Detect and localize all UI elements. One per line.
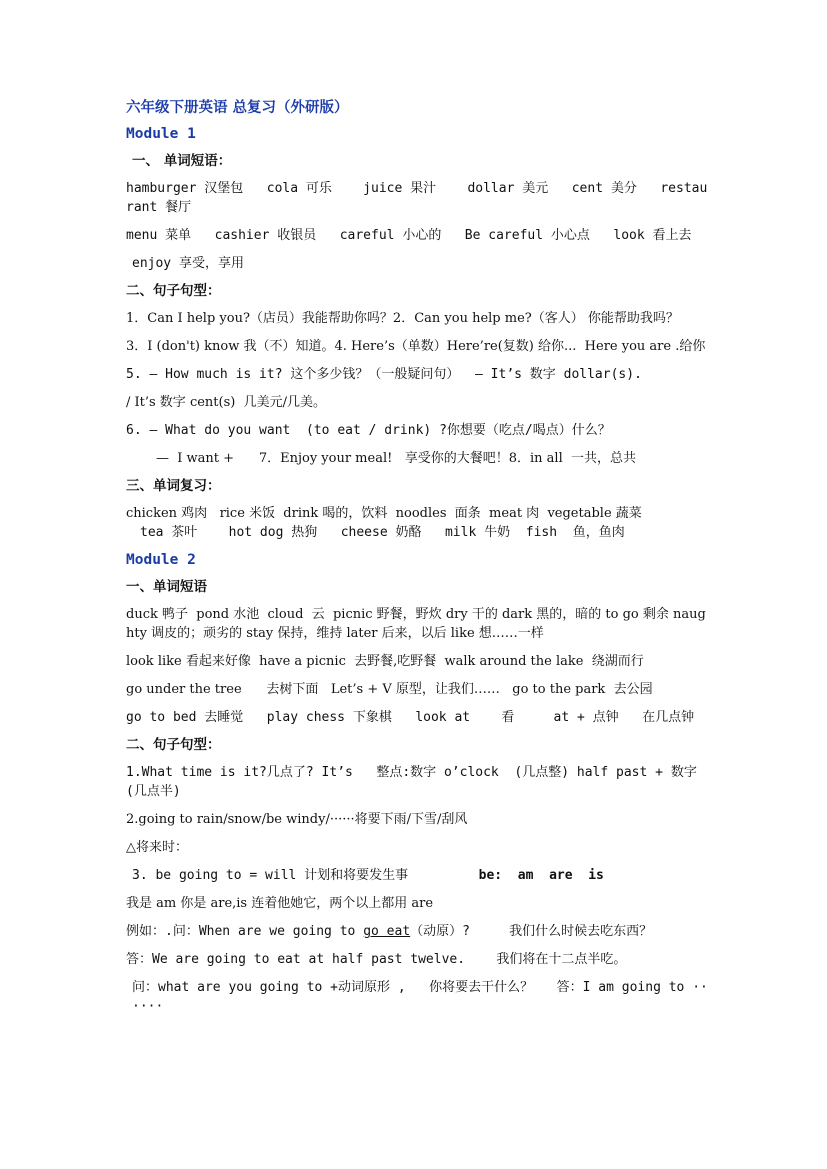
be-going-to-rule: 3. be going to = will 计划和将要发生事 [132,868,409,883]
document-page [126,98,708,1025]
module-2-words-line-4: go to bed 去睡觉 play chess 下象棋 look at 看 at + 点钟 在几点钟 [126,710,695,725]
module-1-sentence-5: 6. — What do you want (to eat / drink) ?你想要（吃点/喝点）什么？ [126,423,611,438]
module-2-section-sentences: 二、句子句型： [126,737,221,753]
module-1-sentence-4: / It’s 数字 cent(s) 几美元/几美。 [126,395,326,410]
module-2-question-pattern: 问：what are you going to +动词原形 , 你将要去干什么？ 答：I am going to ······ [132,980,708,1014]
module-1-section-vocab: 一、 单词短语： [132,153,232,169]
module-2-sentence-3 [126,866,708,885]
module-1-words-line-1: hamburger 汉堡包 cola 可乐 juice 果汁 dollar 美元 cent 美分 restaurant 餐厅 [126,181,708,215]
module-1-sentence-2: 3．I (don't) know 我（不）知道。4. Here’s（单数）Here’re(复数) 给你... Here you are .给你 [126,339,706,354]
module-1-section-review: 三、单词复习： [126,478,221,494]
document-title: 六年级下册英语 总复习（外研版） [126,99,349,116]
module-1-sentence-1: 1．Can I help you?（店员）我能帮助你吗？2．Can you help me?（客人） 你能帮助我吗？ [126,311,679,326]
module-2-heading: Module 2 [126,552,196,568]
module-1-words-line-3: enjoy 享受，享用 [132,256,244,271]
example-question-end: （动原）? 我们什么时候去吃东西？ [410,924,653,939]
example-question-start: 例如：.问：When are we going to [126,924,364,939]
module-2-example-question [126,922,708,941]
module-1-words-line-2: menu 菜单 cashier 收银员 careful 小心的 Be careful 小心点 look 看上去 [126,228,692,243]
module-2-section-vocab: 一、单词短语 [126,579,207,595]
module-2-sentence-2: 2.going to rain/snow/be windy/······将要下雨/下雪/刮风 [126,812,468,827]
module-1-sentence-6: — I want + 7．Enjoy your meal! 享受你的大餐吧！8．in all 一共，总共 [156,451,636,466]
module-2-sentence-1: 1.What time is it?几点了? It’s 整点:数字 o’clock (几点整) half past + 数字 (几点半) [126,765,705,799]
module-2-words-line-2: look like 看起来好像 have a picnic 去野餐,吃野餐 walk around the lake 绕湖而行 [126,654,644,669]
module-2-words-line-1: duck 鸭子 pond 水池 cloud 云 picnic 野餐，野炊 dry 干的 dark 黑的，暗的 to go 剩余 naughty 调皮的；顽劣的 stay 保持，维持 later 后来，以后 like 想……一样 [126,607,706,641]
module-2-example-answer: 答：We are going to eat at half past twelve. 我们将在十二点半吃。 [126,952,627,967]
module-1-sentence-3: 5. — How much is it? 这个多少钱？（一般疑问句） — It’s 数字 dollar(s). [126,367,642,382]
module-1-section-sentences: 二、句子句型： [126,283,221,299]
module-2-future-tense-label: △将来时： [126,840,188,855]
module-1-review-line-2: tea 茶叶 hot dog 热狗 cheese 奶酪 milk 牛奶 fish 鱼，鱼肉 [140,525,625,540]
be-forms: be: am are is [478,868,604,883]
module-1-review-line-1: chicken 鸡肉 rice 米饭 drink 喝的，饮料 noodles 面条 meat 肉 vegetable 蔬菜 [126,506,642,521]
module-2-sentence-4: 我是 am 你是 are,is 连着他她它，两个以上都用 are [126,896,434,911]
module-1-heading: Module 1 [126,126,196,142]
example-underlined-verb: go eat [363,924,411,939]
module-2-words-line-3: go under the tree 去树下面 Let’s + V 原型，让我们…… go to the park 去公园 [126,682,653,697]
